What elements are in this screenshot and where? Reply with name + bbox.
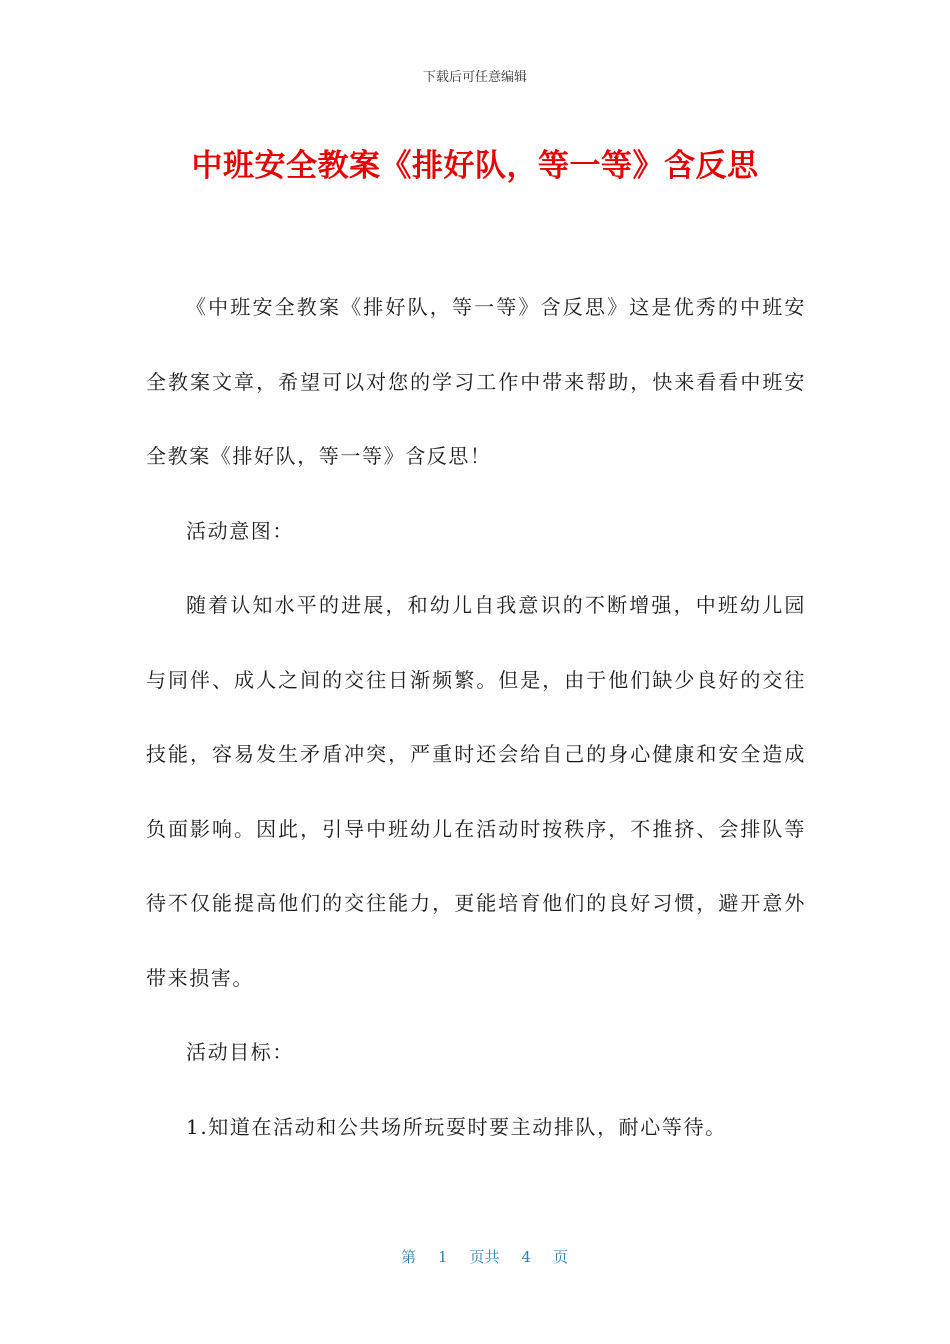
footer-total-pages: 4	[521, 1248, 532, 1266]
header-note: 下载后可任意编辑	[422, 70, 527, 85]
paragraph-intent: 随着认知水平的进展，和幼儿自我意识的不断增强，中班幼儿园与同伴、成人之间的交往日渐频繁。但是，由于他们缺少良好的交往技能，容易发生矛盾冲突，严重时还会给自己的身心健康和安全造成负面影响。因此，引导中班幼儿在活动时按秩序，不推挤、会排队等待不仅能提高他们的交往能力，更能培育他们的良好习惯，避开意外带来损害。	[146, 593, 806, 990]
paragraph-goal-1: 1.知道在活动和公共场所玩耍时要主动排队，耐心等待。	[186, 1114, 727, 1139]
document-body	[146, 270, 806, 1164]
footer-page-prefix: 第	[400, 1248, 416, 1266]
footer-page-middle: 页共	[469, 1248, 500, 1266]
footer-page-number: 1	[437, 1248, 448, 1266]
paragraph-heading-intent: 活动意图：	[186, 518, 294, 543]
document-title: 中班安全教案《排好队，等一等》含反思	[191, 148, 759, 184]
page-footer	[0, 1228, 950, 1285]
paragraph-heading-goals: 活动目标：	[186, 1040, 294, 1064]
paragraph-intro: 《中班安全教案《排好队，等一等》含反思》这是优秀的中班安全教案文章，希望可以对您的学习工作中带来帮助，快来看看中班安全教案《排好队，等一等》含反思！	[146, 295, 806, 468]
footer-page-suffix: 页	[553, 1248, 569, 1266]
